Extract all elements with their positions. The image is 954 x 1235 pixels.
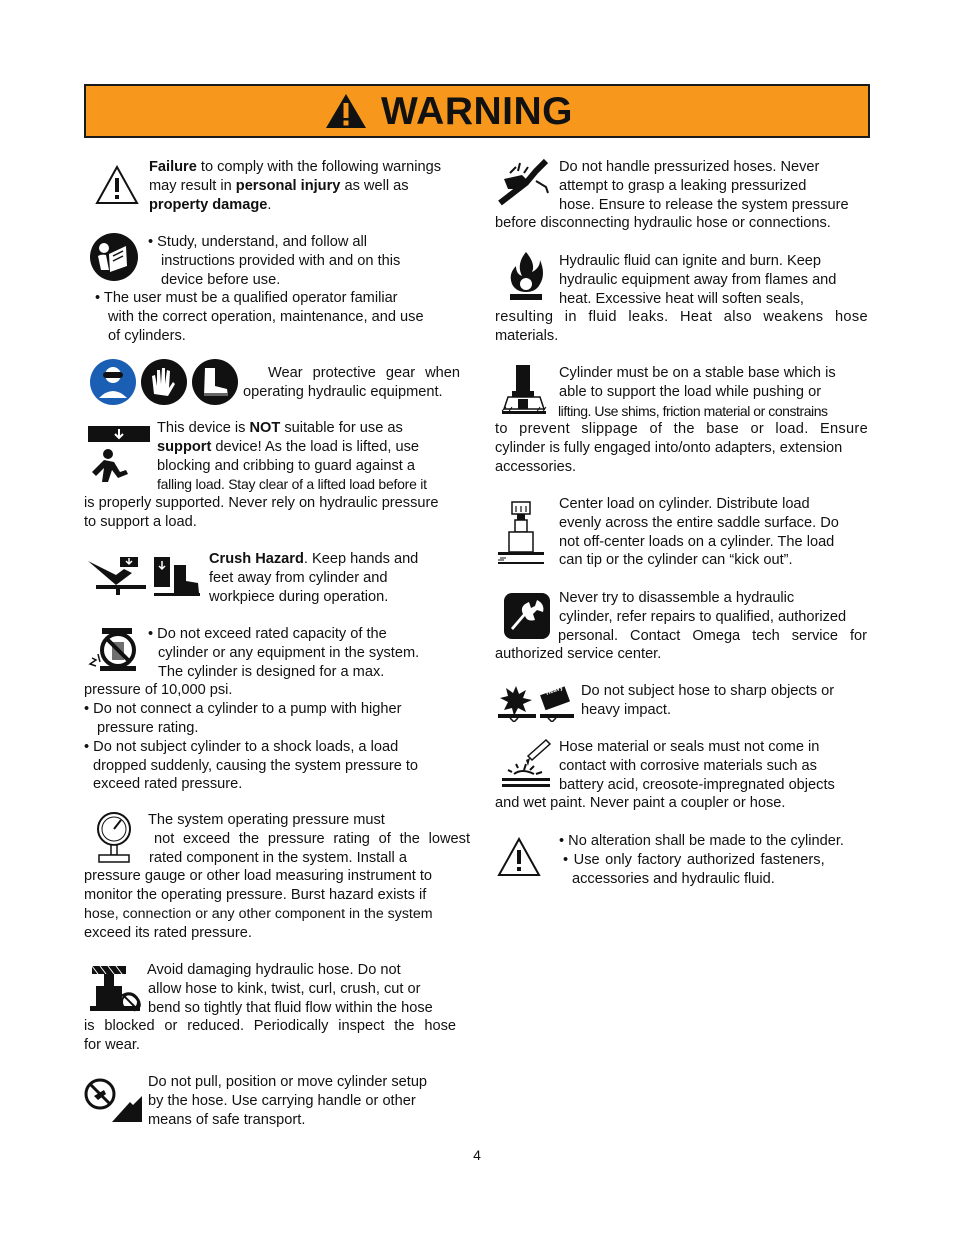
protective-gear-warning: Wear protective gear when (268, 365, 460, 381)
heavy-label: Heavy (545, 685, 565, 697)
eye-protection-icon (89, 358, 137, 406)
warning-triangle-icon (497, 837, 541, 877)
center-load-warning: Center load on cylinder. Distribute load evenly across the entire saddle surface. Do not off-center loads on a cylinder. The load can tip or the cylinder can “kick out”. (559, 496, 839, 569)
safety-boots-icon (191, 358, 239, 406)
center-load-icon (496, 500, 546, 566)
warning-triangle-icon (95, 165, 139, 205)
banner-title: WARNING (381, 89, 573, 133)
sharp-object-impact-icon (496, 682, 576, 722)
pressurized-hose-warning: Do not handle pressurized hoses. Never attempt to grasp a leaking pressurized hose. Ensure to release the system pressure before disconnecting hydraulic hose or connections. (495, 159, 849, 232)
sharp-objects-warning: Do not subject hose to sharp objects or heavy impact. (581, 683, 835, 718)
failure-warning: Failure to comply with the following warnings may result in personal injury as well as property damage. (149, 159, 442, 213)
repair-warning: Never try to disassemble a hydraulic cylinder, refer repairs to qualified, authorized personal. Contact Omega tech service for authorized service center. (495, 590, 867, 663)
page-number: 4 (473, 1147, 481, 1163)
stable-base-warning: Cylinder must be on a stable base which is able to support the load while pushing or lifting. Use shims, friction material or constrains to prevent slippage of the base or load. Ensure cylinder is fully engaged into/onto adapters, extension accessories. (495, 365, 868, 475)
rated-capacity-warning: • Do not exceed rated capacity of the cylinder or any equipment in the system. The cylinder is designed for a max. pressure of 10,000 psi. • Do not connect a cylinder to a pump with higher pressure rating. • Do not subject cylinder to a shock loads, a load dropped suddenly, causing the system pressure to exceed rated pressure. (84, 626, 420, 793)
no-pull-hose-icon (84, 1076, 144, 1124)
hose-damage-warning: Avoid damaging hydraulic hose. Do not allow hose to kink, twist, curl, crush, cut or bend so tightly that fluid flow within the hose is blocked or reduced. Periodically inspect the hose for wear. (84, 962, 456, 1054)
crush-hazard-warning: Crush Hazard. Keep hands and feet away from cylinder and workpiece during operation. (209, 551, 419, 605)
warning-banner (84, 84, 870, 138)
warning-triangle-icon (325, 93, 367, 129)
gloves-icon (140, 358, 188, 406)
crush-hand-icon (86, 555, 152, 595)
corrosive-warning: Hose material or seals must not come in contact with corrosive materials such as battery acid, creosote-impregnated objects and wet paint. Never paint a coupler or hose. (495, 739, 835, 812)
no-pull-hose-warning: Do not pull, position or move cylinder setup by the hose. Use carrying handle or other means of safe transport. (148, 1074, 428, 1128)
pressure-rating-warning: The system operating pressure must not exceed the pressure rating of the lowest rated component in the system. Install a pressure gauge or other load measuring instrument to monitor the operating pressure. Burst hazard exists if hose, connection or any other component in the system exceed its rated pressure. (84, 812, 470, 941)
crush-foot-icon (152, 555, 202, 597)
fire-hazard-warning: Hydraulic fluid can ignite and burn. Keep hydraulic equipment away from flames and heat. Excessive heat will soften seals, resulting in fluid leaks. Heat also weakens hose materials. (495, 253, 868, 345)
not-support-device-warning: This device is NOT suitable for use as support device! As the load is lifted, use blocking and cribbing to guard against a falling load. Stay clear of a lifted load before it is properly supported. Never rely on hydraulic pressure to support a load. (84, 420, 439, 530)
study-instructions: • Study, understand, and follow all instructions provided with and on this device before use. • The user must be a qualified operator familiar with the correct operation, maintenance, and use of cylinders. (95, 234, 424, 344)
alteration-warning: • No alteration shall be made to the cylinder. • Use only factory authorized fasteners, accessories and hydraulic fluid. (559, 833, 844, 887)
protective-gear-warning-line2: operating hydraulic equipment. (243, 384, 443, 400)
